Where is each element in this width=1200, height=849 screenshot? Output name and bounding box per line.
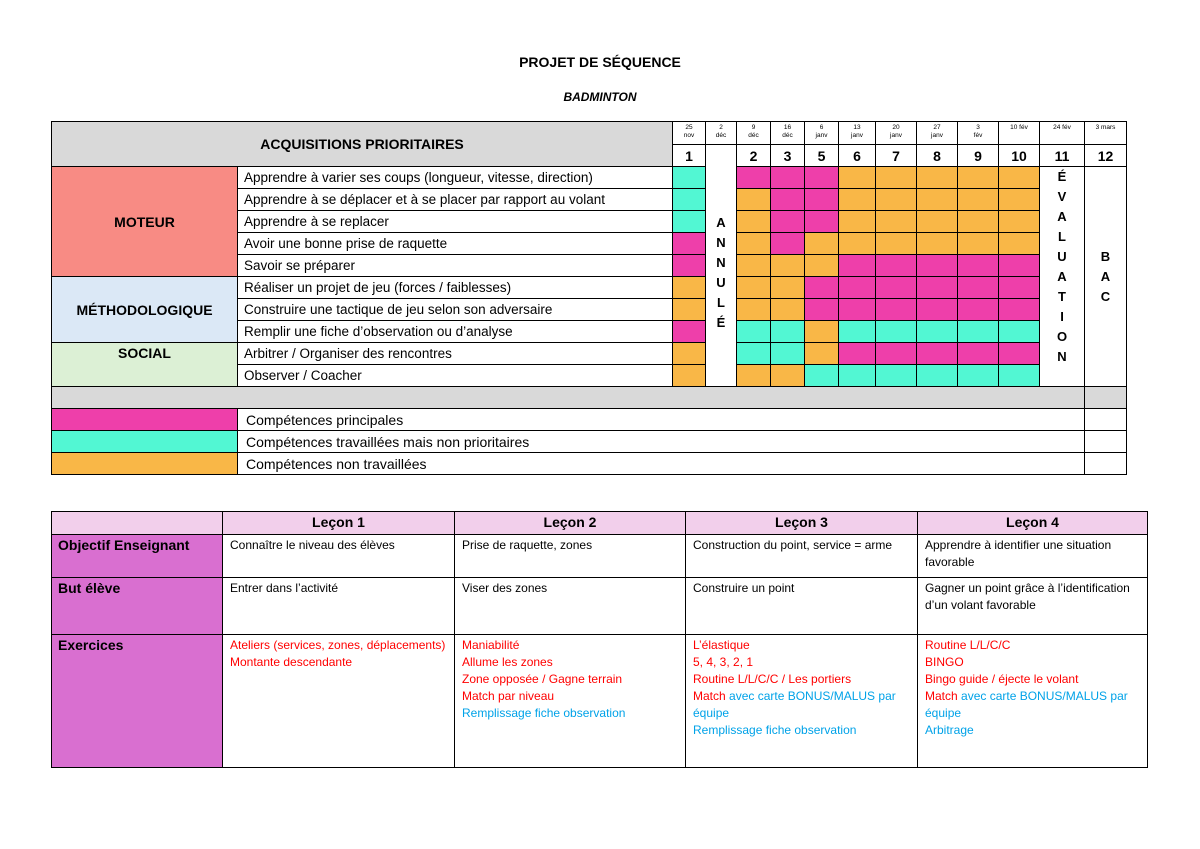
- evaluation-letter: V: [1057, 189, 1067, 204]
- session-date-row: [52, 122, 1127, 145]
- competence-cell: [876, 167, 917, 189]
- acquisition-row: [52, 343, 1127, 365]
- session-date-part: 13: [853, 124, 861, 131]
- competence-cell: [771, 365, 805, 387]
- competence-cell: [839, 299, 876, 321]
- lesson-line: Bingo guide / éjecte le volant: [925, 672, 1079, 686]
- annule-letter: A: [716, 215, 726, 230]
- legend-label: Compétences non travaillées: [238, 453, 1085, 475]
- competence-cell: [917, 277, 958, 299]
- competence-cell: [771, 343, 805, 365]
- lesson-corner: [52, 512, 223, 535]
- lesson-line: Ateliers (services, zones, déplacements): [230, 638, 446, 652]
- session-number: 10: [999, 145, 1040, 167]
- competence-cell: [771, 211, 805, 233]
- lesson-line: Montante descendante: [230, 655, 353, 669]
- sequence-table: [51, 121, 1127, 475]
- competence-cell: [771, 277, 805, 299]
- session-date-part: déc: [782, 132, 793, 139]
- page-subtitle: BADMINTON: [563, 90, 637, 104]
- competence-cell: [737, 321, 771, 343]
- legend-label: Compétences principales: [238, 409, 1085, 431]
- session-number: 8: [917, 145, 958, 167]
- competence-cell: [805, 211, 839, 233]
- competence-cell: [839, 167, 876, 189]
- session-date-part: 24 fév: [1053, 124, 1071, 131]
- lesson-line: Viser des zones: [462, 581, 548, 595]
- session-date: [1085, 122, 1127, 145]
- competence-cell: [771, 189, 805, 211]
- competence-cell: [958, 167, 999, 189]
- competence-cell: [673, 299, 706, 321]
- lesson-cell: [918, 635, 1148, 768]
- session-date-part: 3: [976, 124, 980, 131]
- lesson-header: Leçon 3: [686, 512, 918, 535]
- competence-cell: [917, 299, 958, 321]
- lesson-text: Match: [693, 689, 730, 703]
- lesson-line: Gagner un point grâce à l’identification d’un volant favorable: [925, 581, 1130, 612]
- competence-cell: [737, 299, 771, 321]
- competence-cell: [839, 321, 876, 343]
- competence-cell: [673, 167, 706, 189]
- session-date-part: déc: [748, 132, 759, 139]
- separator-cell: [1085, 387, 1127, 409]
- acquisition-label: Apprendre à se déplacer et à se placer par rapport au volant: [238, 189, 673, 211]
- session-date: [1040, 122, 1085, 145]
- lesson-header: Leçon 2: [455, 512, 686, 535]
- competence-cell: [917, 189, 958, 211]
- competence-cell: [876, 211, 917, 233]
- category-methodologique: MÉTHODOLOGIQUE: [52, 277, 238, 343]
- evaluation-letter: N: [1057, 349, 1067, 364]
- session-date: [958, 122, 999, 145]
- competence-cell: [999, 189, 1040, 211]
- lesson-header: Leçon 4: [918, 512, 1148, 535]
- competence-cell: [876, 365, 917, 387]
- session-date: [917, 122, 958, 145]
- session-date: [805, 122, 839, 145]
- competence-cell: [958, 365, 999, 387]
- lesson-text: avec carte BONUS/MALUS par équipe: [925, 689, 1128, 720]
- competence-cell: [999, 321, 1040, 343]
- lesson-line: 5, 4, 3, 2, 1: [693, 655, 754, 669]
- session-date-part: 2: [719, 124, 723, 131]
- session-number: 1: [673, 145, 706, 167]
- page-title: PROJET DE SÉQUENCE: [519, 54, 681, 70]
- competence-cell: [958, 233, 999, 255]
- competence-cell: [958, 277, 999, 299]
- lesson-row-label: Objectif Enseignant: [52, 535, 223, 578]
- lesson-line: Zone opposée / Gagne terrain: [462, 672, 623, 686]
- annule-letter: U: [716, 275, 726, 290]
- lesson-cell: [686, 578, 918, 635]
- lesson-line: L’élastique: [693, 638, 750, 652]
- session-date-part: 25: [685, 124, 693, 131]
- category-moteur: MOTEUR: [52, 167, 238, 277]
- session-date-part: 3 mars: [1095, 124, 1116, 131]
- acquisition-label: Savoir se préparer: [238, 255, 673, 277]
- session-date-part: 20: [892, 124, 900, 131]
- session-date-part: fév: [973, 132, 983, 139]
- lesson-text: Match: [925, 689, 962, 703]
- lessons-table: [51, 511, 1148, 768]
- acquisition-row: [52, 277, 1127, 299]
- legend-label: Compétences travaillées mais non prioritaires: [238, 431, 1085, 453]
- evaluation-letter: T: [1058, 289, 1066, 304]
- competence-cell: [673, 365, 706, 387]
- lesson-line: Remplissage fiche observation: [462, 706, 626, 720]
- lesson-cell: [455, 635, 686, 768]
- competence-cell: [999, 365, 1040, 387]
- bac-column: [1085, 167, 1127, 387]
- lesson-cell: [455, 578, 686, 635]
- acquisition-row: [52, 167, 1127, 189]
- lesson-line: Maniabilité: [462, 638, 520, 652]
- lesson-row: [52, 535, 1148, 578]
- lesson-line: Remplissage fiche observation: [693, 723, 857, 737]
- competence-cell: [771, 299, 805, 321]
- lesson-header-row: [52, 512, 1148, 535]
- competence-cell: [771, 233, 805, 255]
- competence-cell: [917, 321, 958, 343]
- evaluation-letter: U: [1057, 249, 1067, 264]
- lesson-line: Arbitrage: [925, 723, 974, 737]
- session-number: 2: [737, 145, 771, 167]
- competence-cell: [737, 189, 771, 211]
- session-number: 5: [805, 145, 839, 167]
- legend-swatch: [52, 431, 238, 453]
- annule-letter: É: [716, 315, 726, 330]
- competence-cell: [839, 189, 876, 211]
- acquisition-label: Réaliser un projet de jeu (forces / faiblesses): [238, 277, 673, 299]
- lesson-cell: [223, 535, 455, 578]
- lesson-cell: [223, 635, 455, 768]
- competence-cell: [839, 277, 876, 299]
- competence-cell: [805, 189, 839, 211]
- session-date: [706, 122, 737, 145]
- bac-letter: B: [1100, 249, 1111, 264]
- evaluation-letter: A: [1057, 209, 1067, 224]
- session-date-part: nov: [683, 132, 695, 139]
- competence-cell: [917, 343, 958, 365]
- evaluation-letter: O: [1056, 329, 1068, 344]
- lesson-line: [693, 688, 910, 722]
- competence-cell: [839, 211, 876, 233]
- competence-cell: [805, 167, 839, 189]
- competence-cell: [876, 299, 917, 321]
- competence-cell: [839, 343, 876, 365]
- session-number: 12: [1085, 145, 1127, 167]
- competence-cell: [999, 343, 1040, 365]
- session-date-part: 27: [933, 124, 941, 131]
- competence-cell: [737, 277, 771, 299]
- evaluation-text: [1040, 167, 1084, 367]
- legend-empty: [1085, 431, 1127, 453]
- lesson-cell: [223, 578, 455, 635]
- session-date: [839, 122, 876, 145]
- competence-cell: [805, 255, 839, 277]
- session-date-part: 6: [819, 124, 824, 131]
- competence-cell: [999, 211, 1040, 233]
- session-date-part: janv: [890, 132, 902, 139]
- lesson-line: Routine L/L/C/C / Les portiers: [693, 672, 852, 686]
- competence-cell: [771, 167, 805, 189]
- competence-cell: [958, 255, 999, 277]
- annule-letter: N: [716, 255, 726, 270]
- legend-empty: [1085, 409, 1127, 431]
- legend-swatch: [52, 453, 238, 475]
- lesson-line: Allume les zones: [462, 655, 553, 669]
- lesson-text: avec carte BONUS/MALUS par équipe: [693, 689, 896, 720]
- acquisition-label: Apprendre à varier ses coups (longueur, vitesse, direction): [238, 167, 673, 189]
- session-date-part: janv: [851, 132, 863, 139]
- competence-cell: [805, 365, 839, 387]
- evaluation-letter: L: [1058, 229, 1066, 244]
- competence-cell: [673, 277, 706, 299]
- evaluation-letter: A: [1057, 269, 1067, 284]
- competence-cell: [999, 255, 1040, 277]
- acquisition-label: Observer / Coacher: [238, 365, 673, 387]
- annule-letter: N: [716, 235, 726, 250]
- acquisition-label: Apprendre à se replacer: [238, 211, 673, 233]
- competence-cell: [805, 321, 839, 343]
- competence-cell: [958, 211, 999, 233]
- session-date: [673, 122, 706, 145]
- competence-cell: [876, 255, 917, 277]
- lesson-line: Prise de raquette, zones: [462, 538, 593, 552]
- separator-cell: [52, 387, 1085, 409]
- annule-text: [706, 145, 736, 333]
- bac-letter: A: [1100, 269, 1111, 284]
- competence-cell: [673, 211, 706, 233]
- bac-letter: C: [1100, 289, 1111, 304]
- competence-cell: [876, 189, 917, 211]
- competence-cell: [771, 255, 805, 277]
- session-date-part: déc: [715, 132, 727, 139]
- lesson-cell: [686, 535, 918, 578]
- competence-cell: [805, 299, 839, 321]
- competence-cell: [805, 343, 839, 365]
- acquisition-label: Arbitrer / Organiser des rencontres: [238, 343, 673, 365]
- competence-cell: [737, 365, 771, 387]
- competence-cell: [917, 255, 958, 277]
- session-date-part: janv: [931, 132, 943, 139]
- acquisition-label: Remplir une fiche d’observation ou d’analyse: [238, 321, 673, 343]
- competence-cell: [999, 233, 1040, 255]
- lesson-line: [925, 688, 1140, 722]
- competence-cell: [839, 233, 876, 255]
- competence-cell: [737, 343, 771, 365]
- lesson-line: Construire un point: [693, 581, 795, 595]
- acquisitions-header: ACQUISITIONS PRIORITAIRES: [52, 122, 673, 167]
- lesson-cell: [918, 535, 1148, 578]
- separator-row: [52, 387, 1127, 409]
- lesson-row: [52, 635, 1148, 768]
- lesson-line: Connaître le niveau des élèves: [230, 538, 395, 552]
- competence-cell: [876, 233, 917, 255]
- competence-cell: [673, 343, 706, 365]
- competence-cell: [673, 321, 706, 343]
- lesson-cell: [918, 578, 1148, 635]
- competence-cell: [839, 255, 876, 277]
- session-date: [737, 122, 771, 145]
- session-number: 7: [876, 145, 917, 167]
- competence-cell: [958, 343, 999, 365]
- competence-cell: [917, 233, 958, 255]
- legend-row: [52, 431, 1127, 453]
- competence-cell: [958, 299, 999, 321]
- competence-cell: [673, 189, 706, 211]
- legend-empty: [1085, 453, 1127, 475]
- lesson-cell: [455, 535, 686, 578]
- lesson-cell: [686, 635, 918, 768]
- competence-cell: [999, 277, 1040, 299]
- competence-cell: [737, 167, 771, 189]
- category-social: SOCIAL: [52, 343, 238, 387]
- lesson-line: BINGO: [925, 655, 964, 669]
- competence-cell: [673, 233, 706, 255]
- competence-cell: [876, 343, 917, 365]
- lesson-line: Match par niveau: [462, 689, 555, 703]
- lesson-row: [52, 578, 1148, 635]
- legend-swatch: [52, 409, 238, 431]
- competence-cell: [917, 211, 958, 233]
- acquisition-label: Avoir une bonne prise de raquette: [238, 233, 673, 255]
- legend-row: [52, 453, 1127, 475]
- session-number: 6: [839, 145, 876, 167]
- session-date: [876, 122, 917, 145]
- competence-cell: [737, 233, 771, 255]
- lesson-row-label: Exercices: [52, 635, 223, 768]
- session-date-part: 10 fév: [1010, 124, 1028, 131]
- session-number-cancelled: [706, 145, 737, 387]
- competence-cell: [737, 211, 771, 233]
- session-date-part: 9: [751, 124, 756, 131]
- session-date: [999, 122, 1040, 145]
- competence-cell: [805, 277, 839, 299]
- session-date-part: janv: [815, 132, 828, 139]
- session-number: 3: [771, 145, 805, 167]
- competence-cell: [673, 255, 706, 277]
- lesson-row-label: But élève: [52, 578, 223, 635]
- competence-cell: [805, 233, 839, 255]
- competence-cell: [958, 189, 999, 211]
- competence-cell: [876, 277, 917, 299]
- acquisition-label: Construire une tactique de jeu selon son adversaire: [238, 299, 673, 321]
- competence-cell: [917, 167, 958, 189]
- session-date-part: 16: [783, 124, 792, 131]
- competence-cell: [958, 321, 999, 343]
- session-date: [771, 122, 805, 145]
- competence-cell: [876, 321, 917, 343]
- evaluation-letter: I: [1060, 309, 1064, 324]
- evaluation-letter: É: [1057, 169, 1067, 184]
- competence-cell: [839, 365, 876, 387]
- competence-cell: [737, 255, 771, 277]
- competence-cell: [917, 365, 958, 387]
- session-number: 11: [1040, 145, 1085, 167]
- bac-text: [1085, 167, 1126, 307]
- lesson-line: Entrer dans l’activité: [230, 581, 339, 595]
- lesson-header: Leçon 1: [223, 512, 455, 535]
- session-number: 9: [958, 145, 999, 167]
- competence-cell: [999, 167, 1040, 189]
- competence-cell: [999, 299, 1040, 321]
- annule-letter: L: [717, 295, 725, 310]
- competence-cell: [771, 321, 805, 343]
- lesson-line: Routine L/L/C/C: [925, 638, 1011, 652]
- legend-row: [52, 409, 1127, 431]
- lesson-line: Apprendre à identifier une situation favorable: [925, 538, 1112, 569]
- evaluation-column: [1040, 167, 1085, 387]
- lesson-line: Construction du point, service = arme: [693, 538, 893, 552]
